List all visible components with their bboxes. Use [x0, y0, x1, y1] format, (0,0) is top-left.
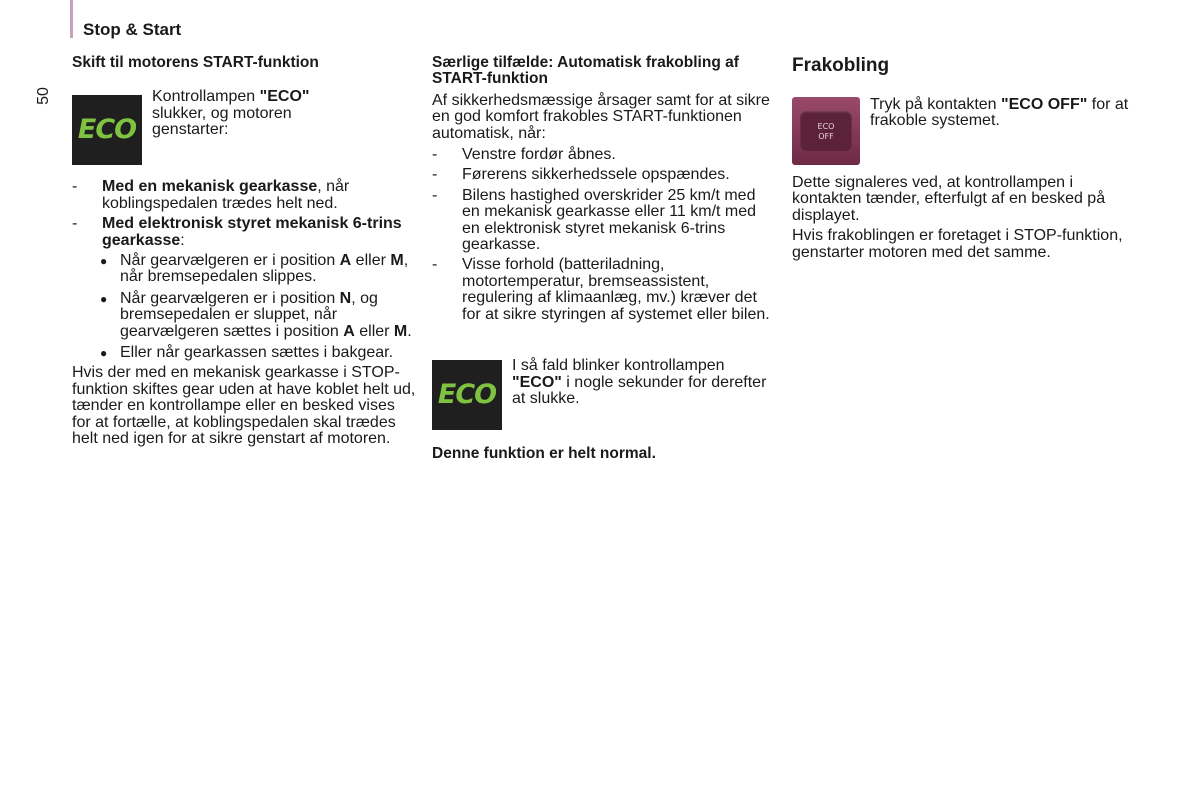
- section-accent-bar: [70, 0, 73, 38]
- text-run: eller: [354, 322, 394, 340]
- eco-lamp-text: ECO: [77, 114, 137, 146]
- text-run: :: [180, 231, 185, 249]
- text-run-bold: A: [343, 322, 355, 340]
- section-title: Stop & Start: [83, 20, 182, 39]
- text-run: Når gearvælgeren er i position: [120, 252, 340, 270]
- list-item: [72, 179, 417, 212]
- text-run: .: [407, 322, 412, 340]
- eco-off-button-face: [800, 111, 852, 151]
- deactivation-signal-paragraph: Dette signaleres ved, at kontrollampen i kontakten tænder, efterfulgt af en besked på displayet.: [792, 174, 1106, 224]
- column-start-function: [72, 55, 417, 448]
- text-run: for at frakoble systemet.: [870, 96, 1129, 130]
- text-run-bold: "ECO": [512, 373, 562, 391]
- text-run: I så fald blinker kontrollampen: [512, 357, 725, 375]
- restart-conditions-list: [72, 179, 417, 249]
- column-deactivation: [792, 55, 1137, 261]
- text-run: Når gearvælgeren er i position: [120, 289, 340, 307]
- list-item: - Bilens hastighed overskrider 25 km/t med en mekanisk gearkasse eller 11 km/t med en elektronisk styret mekanisk 6-trins gearkasse.: [432, 188, 777, 254]
- text-run-bold: A: [339, 252, 352, 270]
- text-run: i nogle sekunder for derefter at slukke.: [512, 373, 767, 407]
- eco-lamp-blink-row: [432, 357, 777, 430]
- automatic-deactivation-heading: Særlige tilfælde: Automatisk frakobling af START-funktion: [432, 54, 739, 88]
- eco-lamp-row: [72, 88, 417, 165]
- clutch-warning-paragraph: Hvis der med en mekanisk gearkasse i STOP-funktion skiftes gear uden at have koblet helt ud, tænder en kontrollampe eller en besked vises for at fortælle, at koblingspedalen skal trædes helt ned igen for at sikre genstart af motoren.: [72, 364, 416, 448]
- start-function-heading: Skift til motorens START-funktion: [72, 54, 319, 71]
- text-run: eller: [351, 252, 391, 270]
- text-run-bold: N: [339, 289, 352, 307]
- deactivation-conditions-list: [432, 147, 777, 323]
- list-item: ● Eller når gearkassen sættes i bakgear.: [72, 345, 417, 361]
- text-run-bold: Med elektronisk styret mekanisk 6-trins gearkasse: [102, 215, 402, 249]
- eco-warning-lamp-icon: [72, 95, 142, 165]
- list-item: [72, 291, 417, 340]
- text-run: , og bremsepedalen er sluppet, når gearvælgeren sættes i position: [120, 289, 378, 340]
- eco-lamp-description: [152, 89, 352, 138]
- list-item: - Visse forhold (batteriladning, motortemperatur, bremseassistent, regulering af klimaanlæg, mv.) kræver det for at sikre styringen af systemet eller bilen.: [432, 257, 777, 323]
- automatic-deactivation-intro: Af sikkerhedsmæssige årsager samt for at sikre en god komfort frakobles START-funktionen automatisk, når:: [432, 91, 770, 142]
- deactivation-heading: Frakobling: [792, 55, 890, 76]
- button-label: OFF: [818, 132, 834, 141]
- button-label: ECO: [817, 122, 835, 131]
- list-item: [72, 253, 417, 286]
- normal-function-note: Denne funktion er helt normal.: [432, 445, 656, 463]
- eco-off-button-row: [792, 97, 1137, 165]
- text-run: , når koblingspedalen trædes helt ned.: [102, 178, 350, 212]
- text-run: Kontrollampen: [152, 88, 260, 106]
- list-item: [72, 216, 417, 249]
- eco-off-description: [870, 97, 1130, 130]
- text-run-bold: "ECO": [259, 88, 310, 106]
- list-item: - Førerens sikkerhedssele opspændes.: [432, 167, 777, 183]
- deactivation-restart-paragraph: Hvis frakoblingen er foretaget i STOP-funktion, genstarter motoren med det samme.: [792, 227, 1123, 261]
- eco-blink-description: [512, 358, 777, 407]
- text-run: , når bremsepedalen slippes.: [120, 252, 409, 286]
- text-run-bold: M: [390, 252, 404, 270]
- text-run-bold: Med en mekanisk gearkasse: [102, 178, 318, 196]
- text-run: Tryk på kontakten: [870, 96, 1002, 113]
- gear-selector-list: [72, 253, 417, 361]
- list-item: - Venstre fordør åbnes.: [432, 147, 777, 163]
- eco-lamp-text: ECO: [437, 378, 497, 410]
- text-run-bold: M: [393, 322, 408, 340]
- eco-off-button-icon: [792, 97, 860, 165]
- column-automatic-deactivation: [432, 55, 777, 463]
- eco-warning-lamp-icon: [432, 360, 502, 430]
- page-number: 50: [35, 87, 52, 105]
- text-run: slukker, og motoren genstarter:: [152, 104, 292, 139]
- text-run-bold: "ECO OFF": [1001, 96, 1088, 113]
